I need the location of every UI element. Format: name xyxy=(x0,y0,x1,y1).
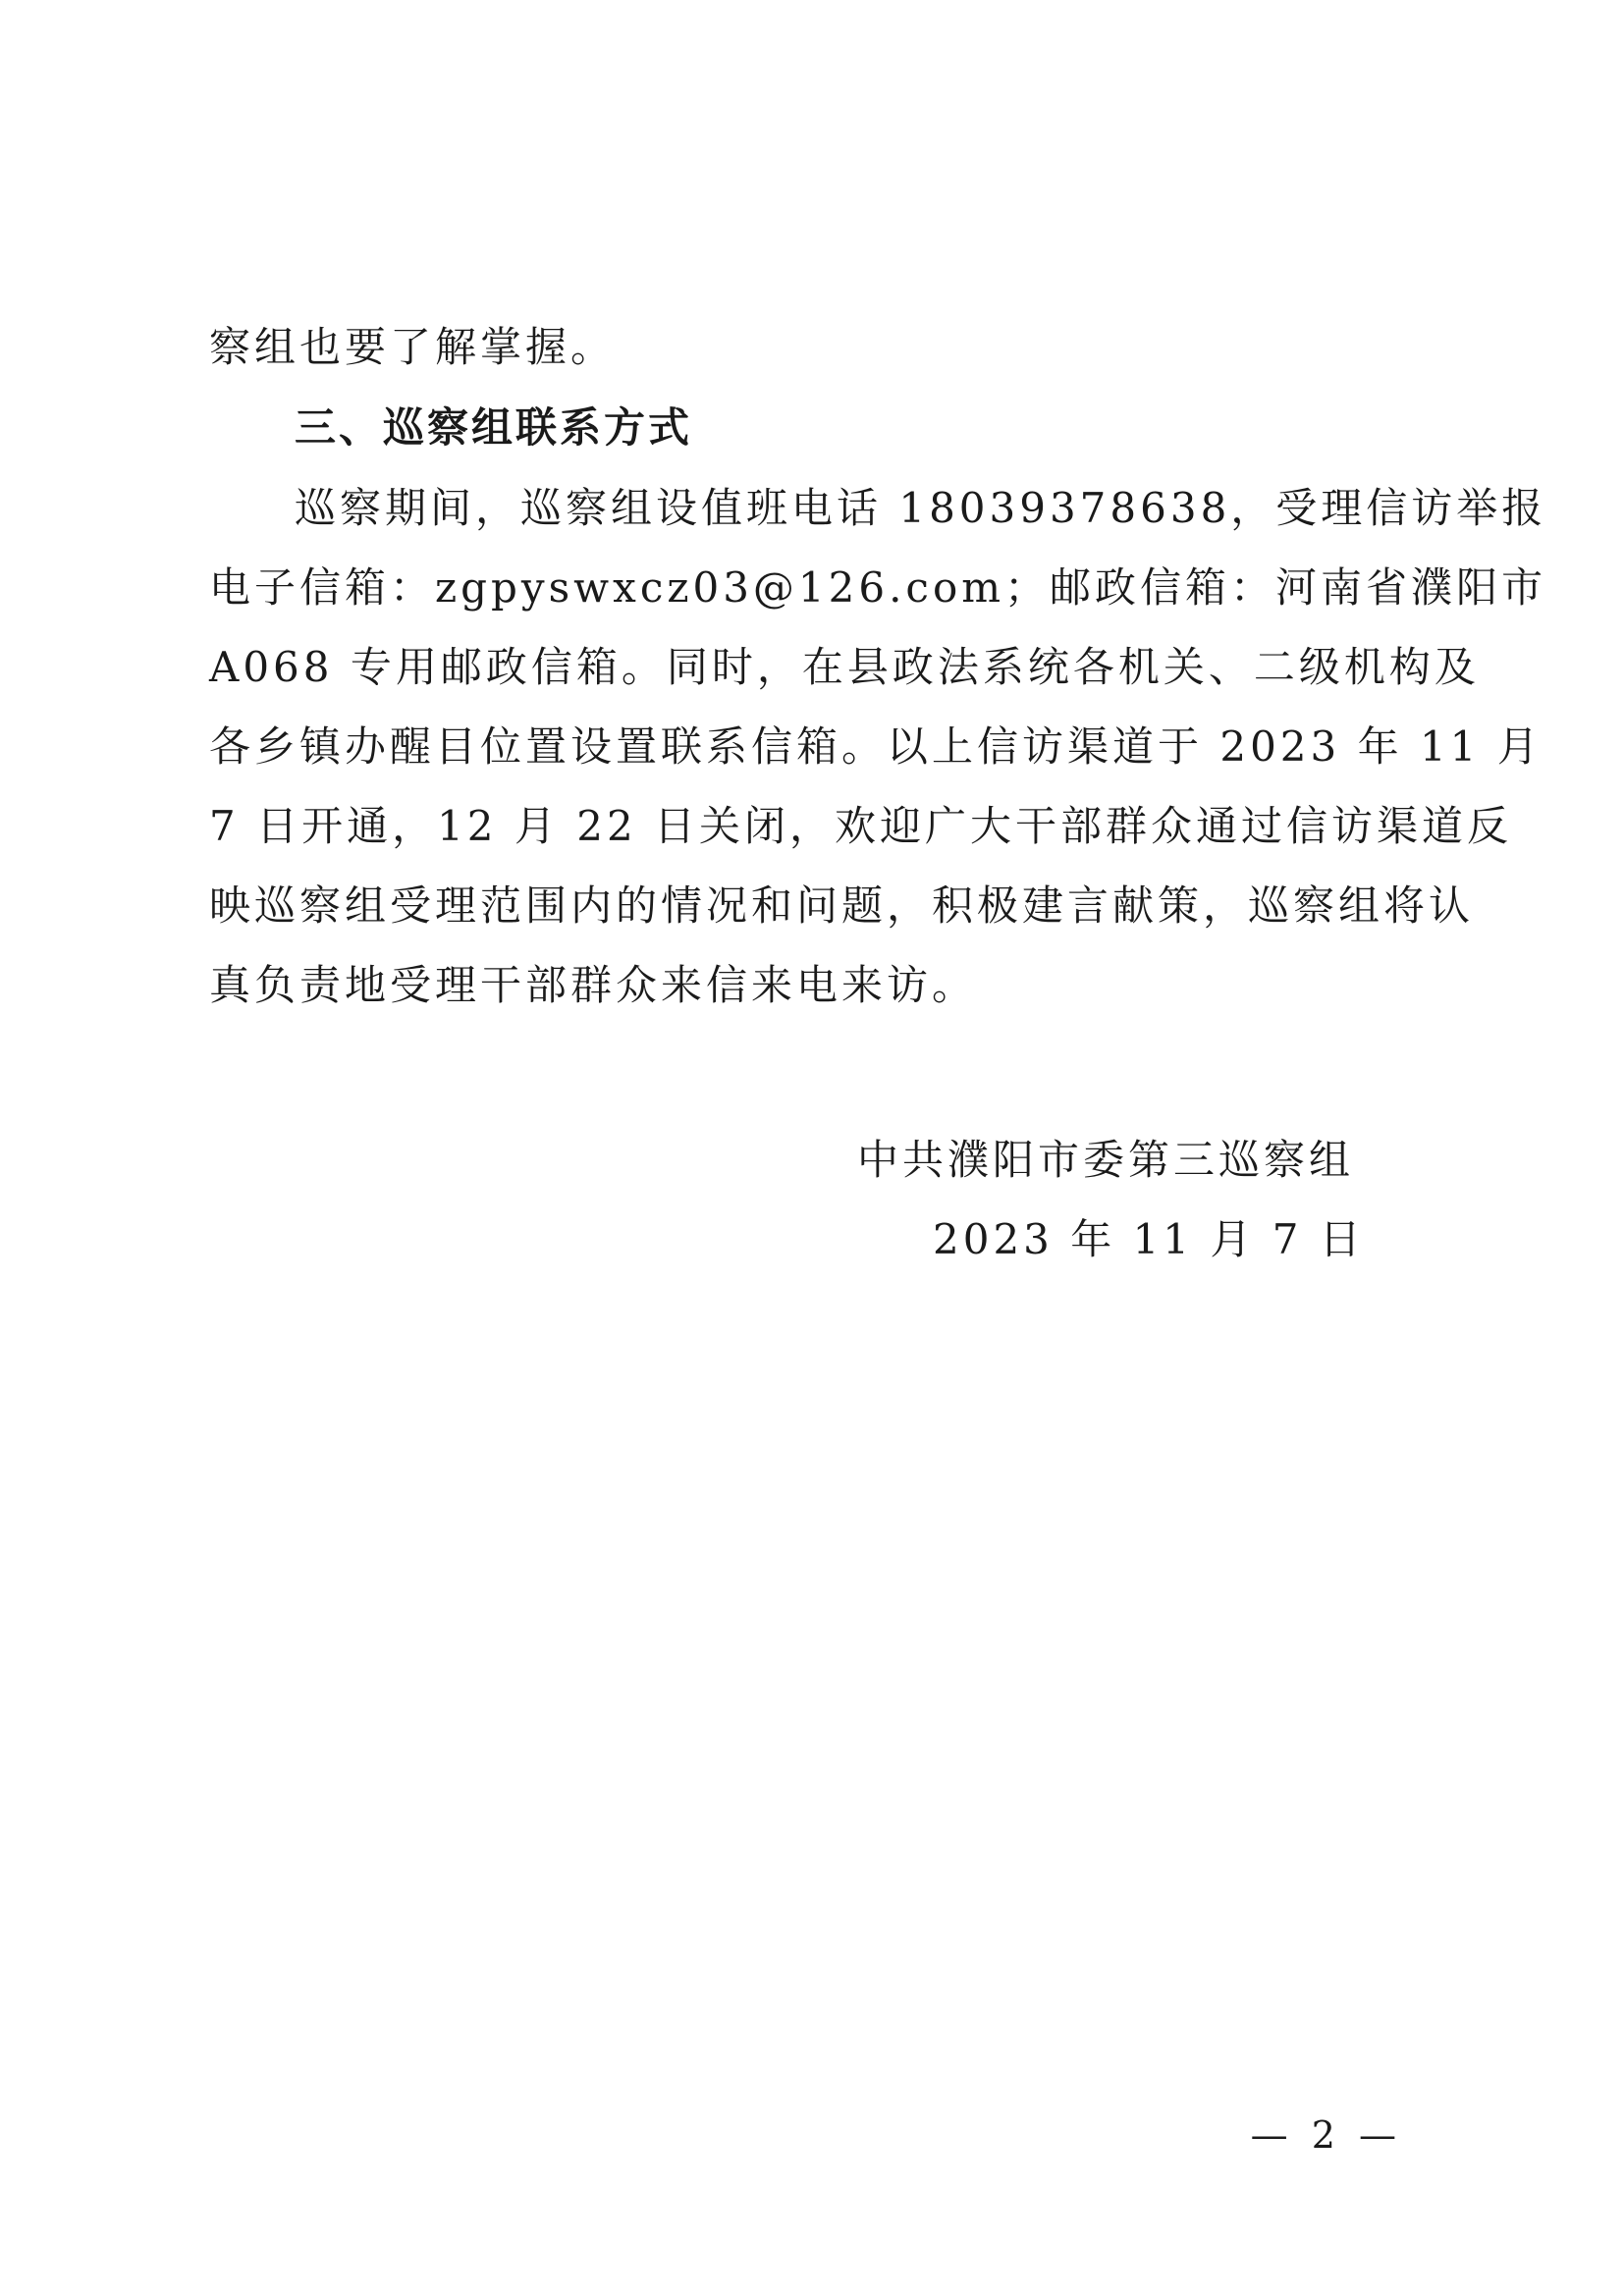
paragraph-line-2: 巡察期间，巡察组设值班电话 18039378638，受理信访举报 xyxy=(295,484,1547,532)
paragraph-line-5: 各乡镇办醒目位置设置联系信箱。以上信访渠道于 2023 年 11 月 xyxy=(209,722,1543,771)
paragraph-line-8: 真负责地受理干部群众来信来电来访。 xyxy=(209,961,978,1009)
paragraph-line-3: 电子信箱：zgpyswxcz03@126.com；邮政信箱：河南省濮阳市 xyxy=(209,563,1547,612)
paragraph-line-4: A068 专用邮政信箱。同时，在县政法系统各机关、二级机构及 xyxy=(209,643,1480,691)
page-number: — 2 — xyxy=(1250,2113,1402,2157)
signature-date: 2023 年 11 月 7 日 xyxy=(933,1215,1365,1263)
paragraph-line-7: 映巡察组受理范围内的情况和问题，积极建言献策，巡察组将认 xyxy=(209,881,1475,930)
paragraph-line-6: 7 日开通，12 月 22 日关闭，欢迎广大干部群众通过信访渠道反 xyxy=(209,802,1513,850)
paragraph-line-1: 察组也要了解掌握。 xyxy=(209,323,617,371)
signature-organization: 中共濮阳市委第三巡察组 xyxy=(857,1136,1355,1184)
section-heading: 三、巡察组联系方式 xyxy=(295,403,693,452)
